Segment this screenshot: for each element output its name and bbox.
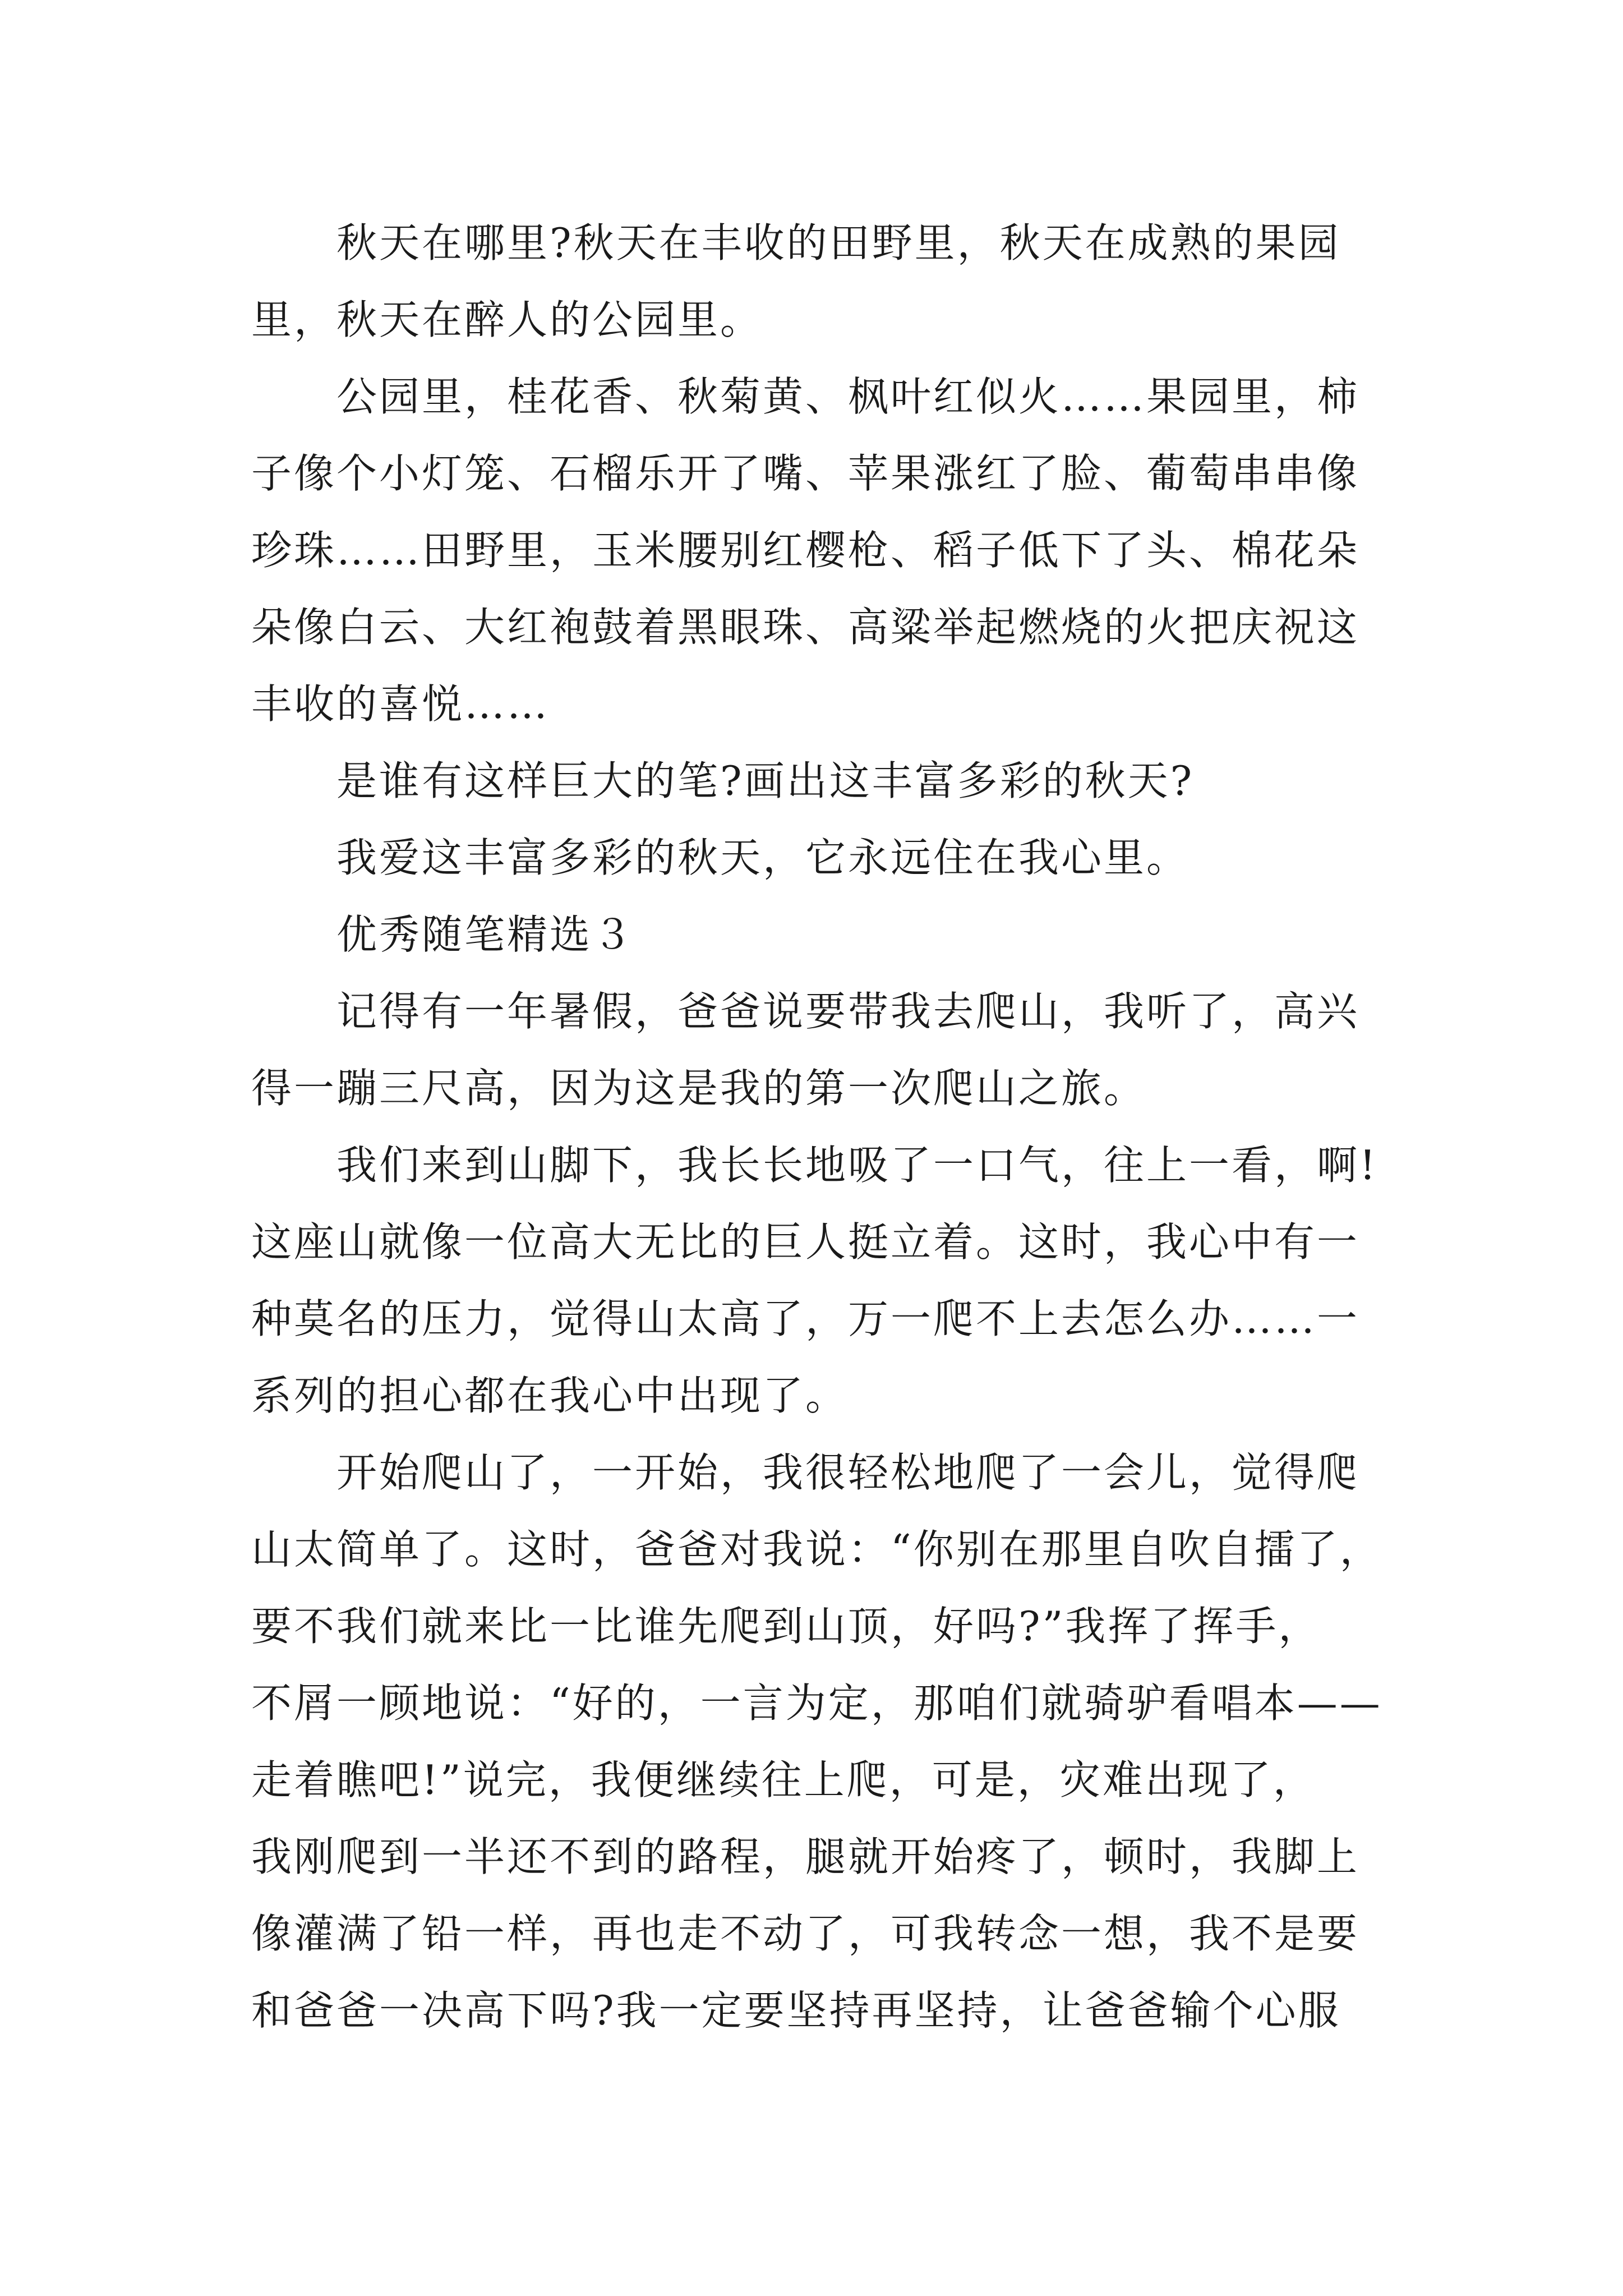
section-heading: 优秀随笔精选３ xyxy=(336,911,635,958)
paragraph-7: 开始爬山了，一开始，我很轻松地爬了一会儿，觉得爬 山太简单了。这时，爸爸对我说：“你别在那里自吹自擂了， 要不我们就来比一比谁先爬到山顶，好吗?”我挥了挥手， 不屑一顾地说：“好的，一言为定，那咱们就骑驴看唱本—— 走着瞧吧!”说完，我便继续往上爬，可是，灾难出现了， 我刚爬到一半还不到的路程，腿就开始疼了，顿时，我脚上 像灌满了铅一样，再也走不动了，可我转念一想，我不是要 和爸爸一决高下吗?我一定要坚持再坚持，让爸爸输个心服 xyxy=(251,1449,1382,2034)
paragraph-1: 秋天在哪里?秋天在丰收的田野里，秋天在成熟的果园 里，秋天在醉人的公园里。 xyxy=(251,219,1341,343)
paragraph-5: 记得有一年暑假，爸爸说要带我去爬山，我听了，高兴 得一蹦三尺高，因为这是我的第一次爬山之旅。 xyxy=(251,988,1360,1112)
paragraph-2: 公园里，桂花香、秋菊黄、枫叶红似火……果园里，柿 子像个小灯笼、石榴乐开了嘴、苹果涨红了脸、葡萄串串像 珍珠……田野里，玉米腰别红樱枪、稻子低下了头、棉花朵 朵像白云、大红袍鼓着黑眼珠、高粱举起燃烧的火把庆祝这 丰收的喜悦…… xyxy=(251,373,1360,728)
paragraph-4: 我爱这丰富多彩的秋天，它永远住在我心里。 xyxy=(336,834,1189,881)
paragraph-3: 是谁有这样巨大的笔?画出这丰富多彩的秋天? xyxy=(336,757,1195,804)
document-body xyxy=(251,205,1395,2049)
paragraph-6: 我们来到山脚下，我长长地吸了一口气，往上一看，啊! 这座山就像一位高大无比的巨人挺立着。这时，我心中有一 种莫名的压力，觉得山太高了，万一爬不上去怎么办……一 系列的担心都在我心中出现了。 xyxy=(251,1142,1378,1419)
